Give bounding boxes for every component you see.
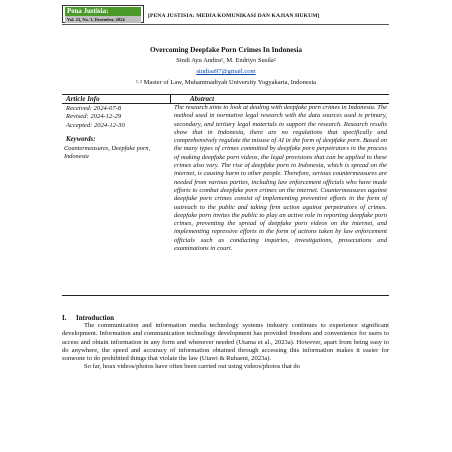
author-affiliation: ¹˒² Master of Law, Muhammadiyah University Yogyakarta, Indonesia — [135, 79, 317, 86]
section-title: Introduction — [76, 314, 114, 322]
section-heading-introduction — [62, 314, 114, 322]
header-rule — [62, 24, 389, 25]
running-header: [PENA JUSTISIA: MEDIA KOMUNIKASI DAN KAJIAN HUKUM] — [148, 13, 320, 19]
author-email-link[interactable]: sindiaa97@gmail.com — [196, 68, 256, 75]
paragraph: So far, hoax videos/photos have often been carried out using videos/photos that do — [84, 363, 300, 371]
keywords-heading: Keywords: — [66, 136, 96, 143]
paper-title: Overcoming Deepfake Porn Crimes In Indonesia — [149, 45, 303, 54]
paper-authors: Sindi Ayu Andira¹, M. Endriyo Susila² — [176, 57, 276, 64]
article-dates — [66, 105, 125, 130]
journal-issue: Vol. 23, No. 3, Desember, 2024 — [65, 16, 141, 23]
keywords-list: Countermeasures, Deepfake porn, Indonesia — [64, 145, 151, 161]
table-rule-top — [62, 94, 389, 95]
abstract-heading: Abstract — [190, 95, 215, 103]
article-info-table — [62, 94, 389, 296]
accepted-date: Accepted: 2024-12-30 — [66, 121, 125, 129]
revised-date: Revised: 2024-12-29 — [66, 113, 122, 121]
section-number: I. — [62, 314, 67, 322]
abstract-body: The research aims to look at dealing with deepfake porn crimes in Indonesia. The method used in normative legal research with the data sources used is primary, secondary, and tertiary legal materials to support the research. Research results show that in Indonesia, there are no regulations that specifically and comprehensively regulate the misuse of AI in the form of deepfake porn. Based on the many types of crimes committed by deepfake porn perpetrators in the process of making deepfake porn videos, the legal provisions that can be applied to these crimes also vary. The rise of deepfake porn in Indonesia, which is spread on the internet, is causing harm to other people. Therefore, serious countermeasures are needed from various parties, including law enforcement officials who have made efforts to combat deepfake porn crimes on the internet. Countermeasures against deepfake porn crimes consist of implementing preventive efforts in the form of outreach to the public and taking firm action against perpetrators of crimes. deepfake porn invites the public to play an active role in reporting deepfake porn crimes, preventing the spread of deepfake porn videos on the internet, and implementing repressive efforts in the form of actions taken by law enforcement officials such as conducting inquiries, investigations, prosecutions and examinations in court. — [174, 104, 387, 253]
journal-badge — [62, 5, 144, 23]
journal-name: Pena Justisia: — [65, 7, 141, 16]
introduction-body — [62, 322, 389, 372]
table-rule-bottom — [62, 295, 389, 296]
received-date: Received: 2024-07-8 — [66, 105, 122, 112]
table-column-divider — [170, 94, 171, 103]
article-info-heading: Article Info — [66, 95, 100, 103]
paragraph: The communication and information media technology systems industry continues to experience significant development. Information and communication technology development has provided freedom and convenience for users to access and obtain information in any form and whenever needed (Utama et al., 2023a). However, apart from being easy to do anywhere, the speed and accuracy of information obtained through accessing this information makes it easier for someone to do prohibited things that violate the law (Utawi & Ruhaeni, 2023a). — [62, 322, 389, 363]
